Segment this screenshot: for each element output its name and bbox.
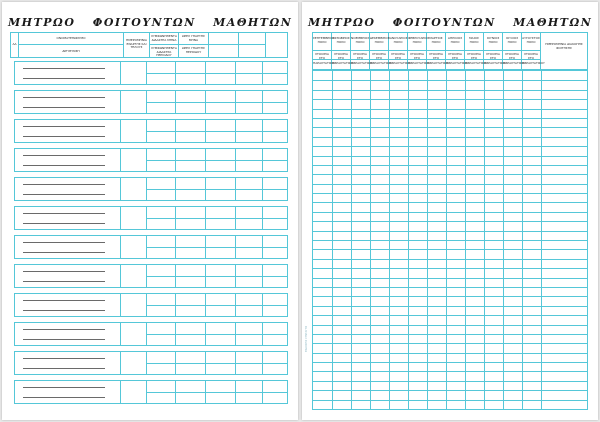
block-midline — [146, 392, 287, 393]
grid-row-line — [313, 193, 587, 194]
month-sub-label: ΣΤΟΙΧΕΙΑ ΣΤΟ — [370, 51, 389, 60]
grid-row-line — [313, 202, 587, 203]
grid-col-line — [484, 71, 485, 409]
block-midline — [146, 189, 287, 190]
write-line[interactable] — [23, 339, 105, 340]
month-header: ΣΕΠΤΕΜΒΡΙΟΣ ΠΟΣΟ — [313, 33, 332, 51]
month-sub-label: ΣΤΟΙΧΕΙΑ ΣΤΟ — [484, 51, 503, 60]
write-line[interactable] — [23, 126, 105, 127]
extra-header-1 — [209, 33, 239, 45]
month-header: ΙΟΥΝΙΟΣ ΠΟΣΟ — [484, 33, 503, 51]
block-midline — [146, 131, 287, 132]
month-sub-label: ΠΑΡΑΣΤΑΤΙΚΟΥ — [332, 60, 351, 69]
grid-col-line — [389, 71, 390, 409]
write-line[interactable] — [23, 368, 105, 369]
grid-row-line — [313, 287, 587, 288]
column-divider — [120, 236, 121, 258]
student-block[interactable] — [14, 119, 288, 143]
grid-col-line — [408, 71, 409, 409]
month-header: ΙΑΝΟΥΑΡΙΟΣ ΠΟΣΟ — [389, 33, 408, 51]
month-sub-label: ΣΤΟΙΧΕΙΑ ΣΤΟ — [408, 51, 427, 60]
month-header: ΜΑΡΤΙΟΣ ΠΟΣΟ — [427, 33, 446, 51]
right-page-title: ΜΗΤΡΩΟ ΦΟΙΤΟΥΝΤΩΝ ΜΑΘΗΤΩΝ — [308, 16, 593, 29]
write-line[interactable] — [23, 281, 105, 282]
extra-header-2 — [239, 33, 266, 45]
column-divider — [120, 323, 121, 345]
write-line[interactable] — [23, 252, 105, 253]
grid-row-line — [313, 99, 587, 100]
block-midline — [146, 218, 287, 219]
month-sub-label: ΠΑΡΑΣΤΑΤΙΚΟΥ — [313, 60, 332, 69]
grid-row-line — [313, 90, 587, 91]
grid-col-line — [446, 71, 447, 409]
block-midline — [146, 334, 287, 335]
month-sub-label: ΣΤΟΙΧΕΙΑ ΣΤΟ — [351, 51, 370, 60]
grid-row-line — [313, 249, 587, 250]
block-midline — [146, 247, 287, 248]
write-line[interactable] — [23, 300, 105, 301]
address-header: ΔΙΕΥΘΥΝΣΗ — [19, 45, 124, 57]
hours-month-header: ΩΡΕΣ ΥΠΑΡΞΗΣ ΜΗΝΑ — [179, 33, 209, 45]
right-header-row — [312, 32, 588, 70]
grid-row-line — [313, 118, 587, 119]
grid-row-line — [313, 306, 587, 307]
month-sub-label: ΠΑΡΑΣΤΑΤΙΚΟΥ — [446, 60, 465, 69]
grid-row-line — [313, 231, 587, 232]
month-sub-label: ΠΑΡΑΣΤΑΤΙΚΟΥ — [522, 60, 541, 69]
student-block[interactable] — [14, 322, 288, 346]
name-header: ΟΝΟΜΑΤΕΠΩΝΥΜΟ — [19, 33, 124, 45]
month-header: ΜΑΙΟΣ ΠΟΣΟ — [465, 33, 484, 51]
grid-row-line — [313, 268, 587, 269]
student-block[interactable] — [14, 380, 288, 404]
write-line[interactable] — [23, 107, 105, 108]
column-divider — [120, 207, 121, 229]
grid-row-line — [313, 184, 587, 185]
month-header: ΝΟΕΜΒΡΙΟΣ ΠΟΣΟ — [351, 33, 370, 51]
write-line[interactable] — [23, 397, 105, 398]
column-divider — [120, 149, 121, 171]
write-line[interactable] — [23, 242, 105, 243]
month-sub-label: ΣΤΟΙΧΕΙΑ ΣΤΟ — [313, 51, 332, 60]
write-line[interactable] — [23, 271, 105, 272]
grid-col-line — [370, 71, 371, 409]
month-sub-label: ΠΑΡΑΣΤΑΤΙΚΟΥ — [408, 60, 427, 69]
write-line[interactable] — [23, 184, 105, 185]
write-line[interactable] — [23, 97, 105, 98]
grid-row-line — [313, 325, 587, 326]
student-block[interactable] — [14, 90, 288, 114]
left-page — [2, 2, 298, 420]
grid-row-line — [313, 278, 587, 279]
month-header: ΑΥΓΟΥΣΤΟΣ ΠΟΣΟ — [522, 33, 541, 51]
grid-row-line — [313, 146, 587, 147]
student-block[interactable] — [14, 293, 288, 317]
write-line[interactable] — [23, 310, 105, 311]
column-divider — [120, 62, 121, 84]
month-sub-label: ΠΑΡΑΣΤΑΤΙΚΟΥ — [389, 60, 408, 69]
extra-header-1b — [209, 45, 239, 57]
grid-row-line — [313, 137, 587, 138]
month-header: ΙΟΥΛΙΟΣ ΠΟΣΟ — [503, 33, 522, 51]
grid-row-line — [313, 362, 587, 363]
column-divider — [120, 381, 121, 403]
write-line[interactable] — [23, 136, 105, 137]
month-sub-label: ΠΑΡΑΣΤΑΤΙΚΟΥ — [503, 60, 522, 69]
write-line[interactable] — [23, 155, 105, 156]
month-sub-label: ΣΤΟΙΧΕΙΑ ΣΤΟ — [332, 51, 351, 60]
grid-row-line — [313, 343, 587, 344]
month-sub-label: ΣΤΟΙΧΕΙΑ ΣΤΟ — [503, 51, 522, 60]
month-sub-label: ΠΑΡΑΣΤΑΤΙΚΟΥ — [427, 60, 446, 69]
month-sub-label: ΠΑΡΑΣΤΑΤΙΚΟΥ — [465, 60, 484, 69]
month-sub-label: ΣΤΟΙΧΕΙΑ ΣΤΟ — [522, 51, 541, 60]
left-header-row — [10, 32, 288, 58]
right-page — [302, 2, 598, 420]
month-sub-label: ΠΑΡΑΣΤΑΤΙΚΟΥ — [484, 60, 503, 69]
grid-row-line — [313, 371, 587, 372]
grid-row-line — [313, 334, 587, 335]
grid-row-line — [313, 109, 587, 110]
column-divider — [120, 91, 121, 113]
left-page-title: ΜΗΤΡΩΟ ΦΟΙΤΟΥΝΤΩΝ ΜΑΘΗΤΩΝ — [8, 16, 293, 29]
month-sub-label: ΣΤΟΙΧΕΙΑ ΣΤΟ — [465, 51, 484, 60]
block-midline — [146, 276, 287, 277]
grid-row-line — [313, 80, 587, 81]
write-line[interactable] — [23, 387, 105, 388]
write-line[interactable] — [23, 78, 105, 79]
student-block[interactable] — [14, 206, 288, 230]
write-line[interactable] — [23, 194, 105, 195]
month-sub-label: ΣΤΟΙΧΕΙΑ ΣΤΟ — [389, 51, 408, 60]
column-divider — [120, 352, 121, 374]
month-header: ΦΕΒΡΟΥΑΡΙΟΣ ΠΟΣΟ — [408, 33, 427, 51]
write-line[interactable] — [23, 213, 105, 214]
registration-header: ΗΜΕΡΟΜΗΝΙΑ ΕΝΑΡΞΗΣ ΚΑΙ ΤΕΛΟΥΣ — [124, 33, 150, 57]
write-line[interactable] — [23, 329, 105, 330]
month-sub-label: ΣΤΟΙΧΕΙΑ ΣΤΟ — [427, 51, 446, 60]
student-block[interactable] — [14, 264, 288, 288]
month-sub-label: ΣΤΟΙΧΕΙΑ ΣΤΟ — [446, 51, 465, 60]
grid-row-line — [313, 353, 587, 354]
month-header: ΑΠΡΙΛΙΟΣ ΠΟΣΟ — [446, 33, 465, 51]
block-midline — [146, 363, 287, 364]
block-midline — [146, 305, 287, 306]
hours-period-header: ΩΡΕΣ ΥΠΑΡΞΗΣ ΠΕΡΙΟΔΟΥ — [179, 45, 209, 57]
month-header: ΔΕΚΕΜΒΡΙΟΣ ΠΟΣΟ — [370, 33, 389, 51]
write-line[interactable] — [23, 223, 105, 224]
month-sub-label: ΠΑΡΑΣΤΑΤΙΚΟΥ — [351, 60, 370, 69]
month-header: ΟΚΤΩΒΡΙΟΣ ΠΟΣΟ — [332, 33, 351, 51]
side-note: ΕΚΔΟΣΕΙΣ ΣΥΝΤΑΓΗΣ — [305, 325, 308, 352]
grid-col-line — [503, 71, 504, 409]
grid-col-line — [332, 71, 333, 409]
grid-row-line — [313, 174, 587, 175]
column-divider — [120, 294, 121, 316]
grid-row-line — [313, 165, 587, 166]
grid-row-line — [313, 259, 587, 260]
grid-col-line — [465, 71, 466, 409]
stop-date-header: ΗΜΕΡΟΜΗΝΙΑ ΔΙΑΚΟΠΗΣ ΦΟΙΤΗΣΗΣ — [545, 42, 583, 50]
block-midline — [146, 102, 287, 103]
grid-col-line — [351, 71, 352, 409]
agreed-month-header: ΣΥΜΦΩΝΗΘΕΝΤΑ ΔΙΔΑΚΤΡΑ ΜΗΝΑ — [150, 33, 179, 45]
extra-header-2b — [239, 45, 266, 57]
block-midline — [146, 73, 287, 74]
grid-col-line — [522, 71, 523, 409]
grid-row-line — [313, 240, 587, 241]
aa-header: ΑΑ — [11, 33, 19, 57]
write-line[interactable] — [23, 68, 105, 69]
grid-row-line — [313, 390, 587, 391]
student-block[interactable] — [14, 235, 288, 259]
block-midline — [146, 160, 287, 161]
student-block[interactable] — [14, 351, 288, 375]
write-line[interactable] — [23, 165, 105, 166]
grid-row-line — [313, 315, 587, 316]
student-block[interactable] — [14, 148, 288, 172]
write-line[interactable] — [23, 358, 105, 359]
agreed-period-header: ΣΥΜΦΩΝΗΘΕΝΤΑ ΔΙΔΑΚΤΡΑ ΠΕΡΙΟΔΟΥ — [150, 45, 179, 57]
grid-row-line — [313, 156, 587, 157]
grid-row-line — [313, 127, 587, 128]
grid-row-line — [313, 221, 587, 222]
grid-col-line — [541, 71, 542, 409]
student-block[interactable] — [14, 177, 288, 201]
grid-row-line — [313, 381, 587, 382]
column-divider — [120, 265, 121, 287]
grid-row-line — [313, 296, 587, 297]
month-sub-label: ΠΑΡΑΣΤΑΤΙΚΟΥ — [370, 60, 389, 69]
grid-row-line — [313, 400, 587, 401]
payments-grid — [312, 70, 588, 410]
column-divider — [120, 178, 121, 200]
grid-col-line — [427, 71, 428, 409]
grid-row-line — [313, 212, 587, 213]
student-block[interactable] — [14, 61, 288, 85]
column-divider — [120, 120, 121, 142]
